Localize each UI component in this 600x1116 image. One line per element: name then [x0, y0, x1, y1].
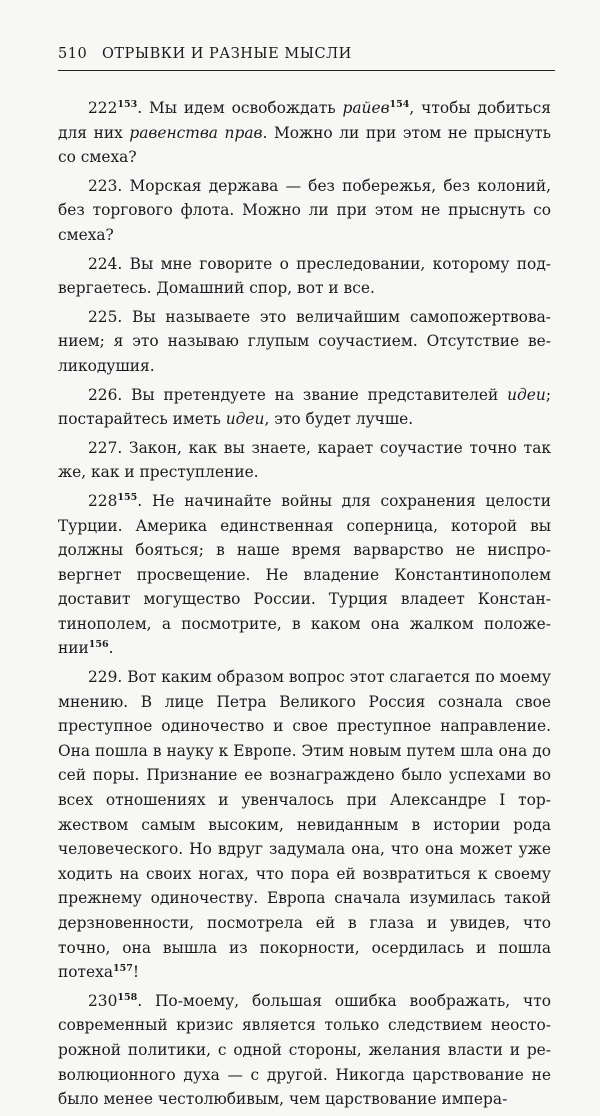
- paragraph: [58, 96, 551, 170]
- footnote-ref: 157: [113, 963, 133, 975]
- page-header: [58, 46, 558, 62]
- footnote-ref: 156: [88, 639, 109, 651]
- paragraph-text: Можно ли при этом не прыснуть со смеха?: [58, 123, 552, 167]
- paragraph-number: 225: [88, 307, 118, 326]
- running-title: ОТРЫВКИ И РАЗНЫЕ МЫСЛИ: [102, 46, 352, 62]
- paragraph-text: . Мы идем освобождать: [137, 99, 343, 117]
- paragraph-text: . Вы мне говорите о преследовании, которому подвергаетесь. Домашний спор, вот и все.: [58, 254, 551, 298]
- italic-text: равенства прав.: [129, 123, 268, 142]
- header-rule: [58, 70, 555, 71]
- paragraph-text: . Вы претендуете на звание представителей: [117, 385, 508, 404]
- page-body: [58, 96, 551, 1116]
- paragraph-text: ; постарайтесь иметь: [58, 385, 551, 429]
- paragraph: [58, 252, 551, 301]
- paragraph-text: . По-моему, большая ошибка воображать, что современный кризис является только следствием неосторожной политики, с одной стороны, желания власти и революционного духа — с другой. Никогда царствование не было менее честолюбивым, чем царствование импера-: [58, 991, 551, 1109]
- italic-text: райев: [342, 99, 390, 117]
- paragraph-number: 224: [88, 254, 118, 273]
- paragraph: [58, 989, 551, 1112]
- italic-text: идеи: [225, 410, 265, 429]
- footnote-ref: 158: [117, 991, 138, 1003]
- paragraph: [58, 305, 551, 379]
- paragraph-text: , чтобы добиться для них: [58, 99, 552, 142]
- paragraph-number: 223: [88, 176, 118, 195]
- paragraph: [58, 383, 551, 432]
- paragraph-text: . Вот каким образом вопрос этот слагается по моему мнению. В лице Петра Великого Россия сознала свое преступное одиночество и свое преступное направление. Она пошла в науку к Европе. Этим новым путем шла она до сей поры. Признание ее вознаграждено было успехами во всех отношениях и увенчалось при Александре I торжеством самым высоким, невиданным в истории рода человеческого. Но вдруг задумала она, что она может уже ходить на своих ногах, что пора ей возвратиться к своему прежнему одиночеству. Европа сначала изумилась такой дерзновенности, посмотрела ей в глаза и увидев, что точно, она вышла из покорности, осердилась и пошла потеха: [58, 668, 551, 982]
- paragraph-number: 230: [88, 991, 118, 1010]
- paragraph-number: 226: [88, 385, 118, 404]
- footnote-ref: 155: [117, 491, 138, 503]
- paragraph-text: , это будет лучше.: [264, 410, 414, 429]
- paragraph-text: . Не начинайте войны для сохранения целости Турции. Америка единственная соперница, которой вы должны бояться; в наше время варварство не ниспровергнет просвещение. Не владение Константинополем доставит могущество России. Турция владеет Константинополем, а посмотрите, в каком она жалком положении: [58, 491, 551, 658]
- paragraph: [58, 489, 551, 661]
- paragraph: [58, 665, 551, 985]
- italic-text: идеи: [507, 385, 546, 404]
- paragraph-text: .: [108, 639, 114, 658]
- footnote-ref: 153: [117, 99, 138, 110]
- paragraph-number: 222: [88, 99, 118, 117]
- paragraph-number: 227: [88, 438, 118, 457]
- paragraph: [58, 174, 551, 248]
- paragraph: [58, 436, 551, 485]
- page-number: 510: [58, 46, 88, 62]
- paragraph-number: 229: [88, 668, 118, 687]
- paragraph-text: . Закон, как вы знаете, карает соучастие точно так же, как и преступление.: [58, 438, 551, 482]
- paragraph-text: . Вы называете это величайшим самопожертвованием; я это называю глупым соучастием. Отсутствие великодушия.: [58, 307, 551, 375]
- footnote-ref: 154: [389, 99, 410, 110]
- paragraph-number: 228: [88, 491, 118, 510]
- paragraph-text: . Морская держава — без побережья, без колоний, без торгового флота. Можно ли при этом не прыснуть со смеха?: [58, 176, 551, 244]
- paragraph-text: !: [132, 963, 140, 982]
